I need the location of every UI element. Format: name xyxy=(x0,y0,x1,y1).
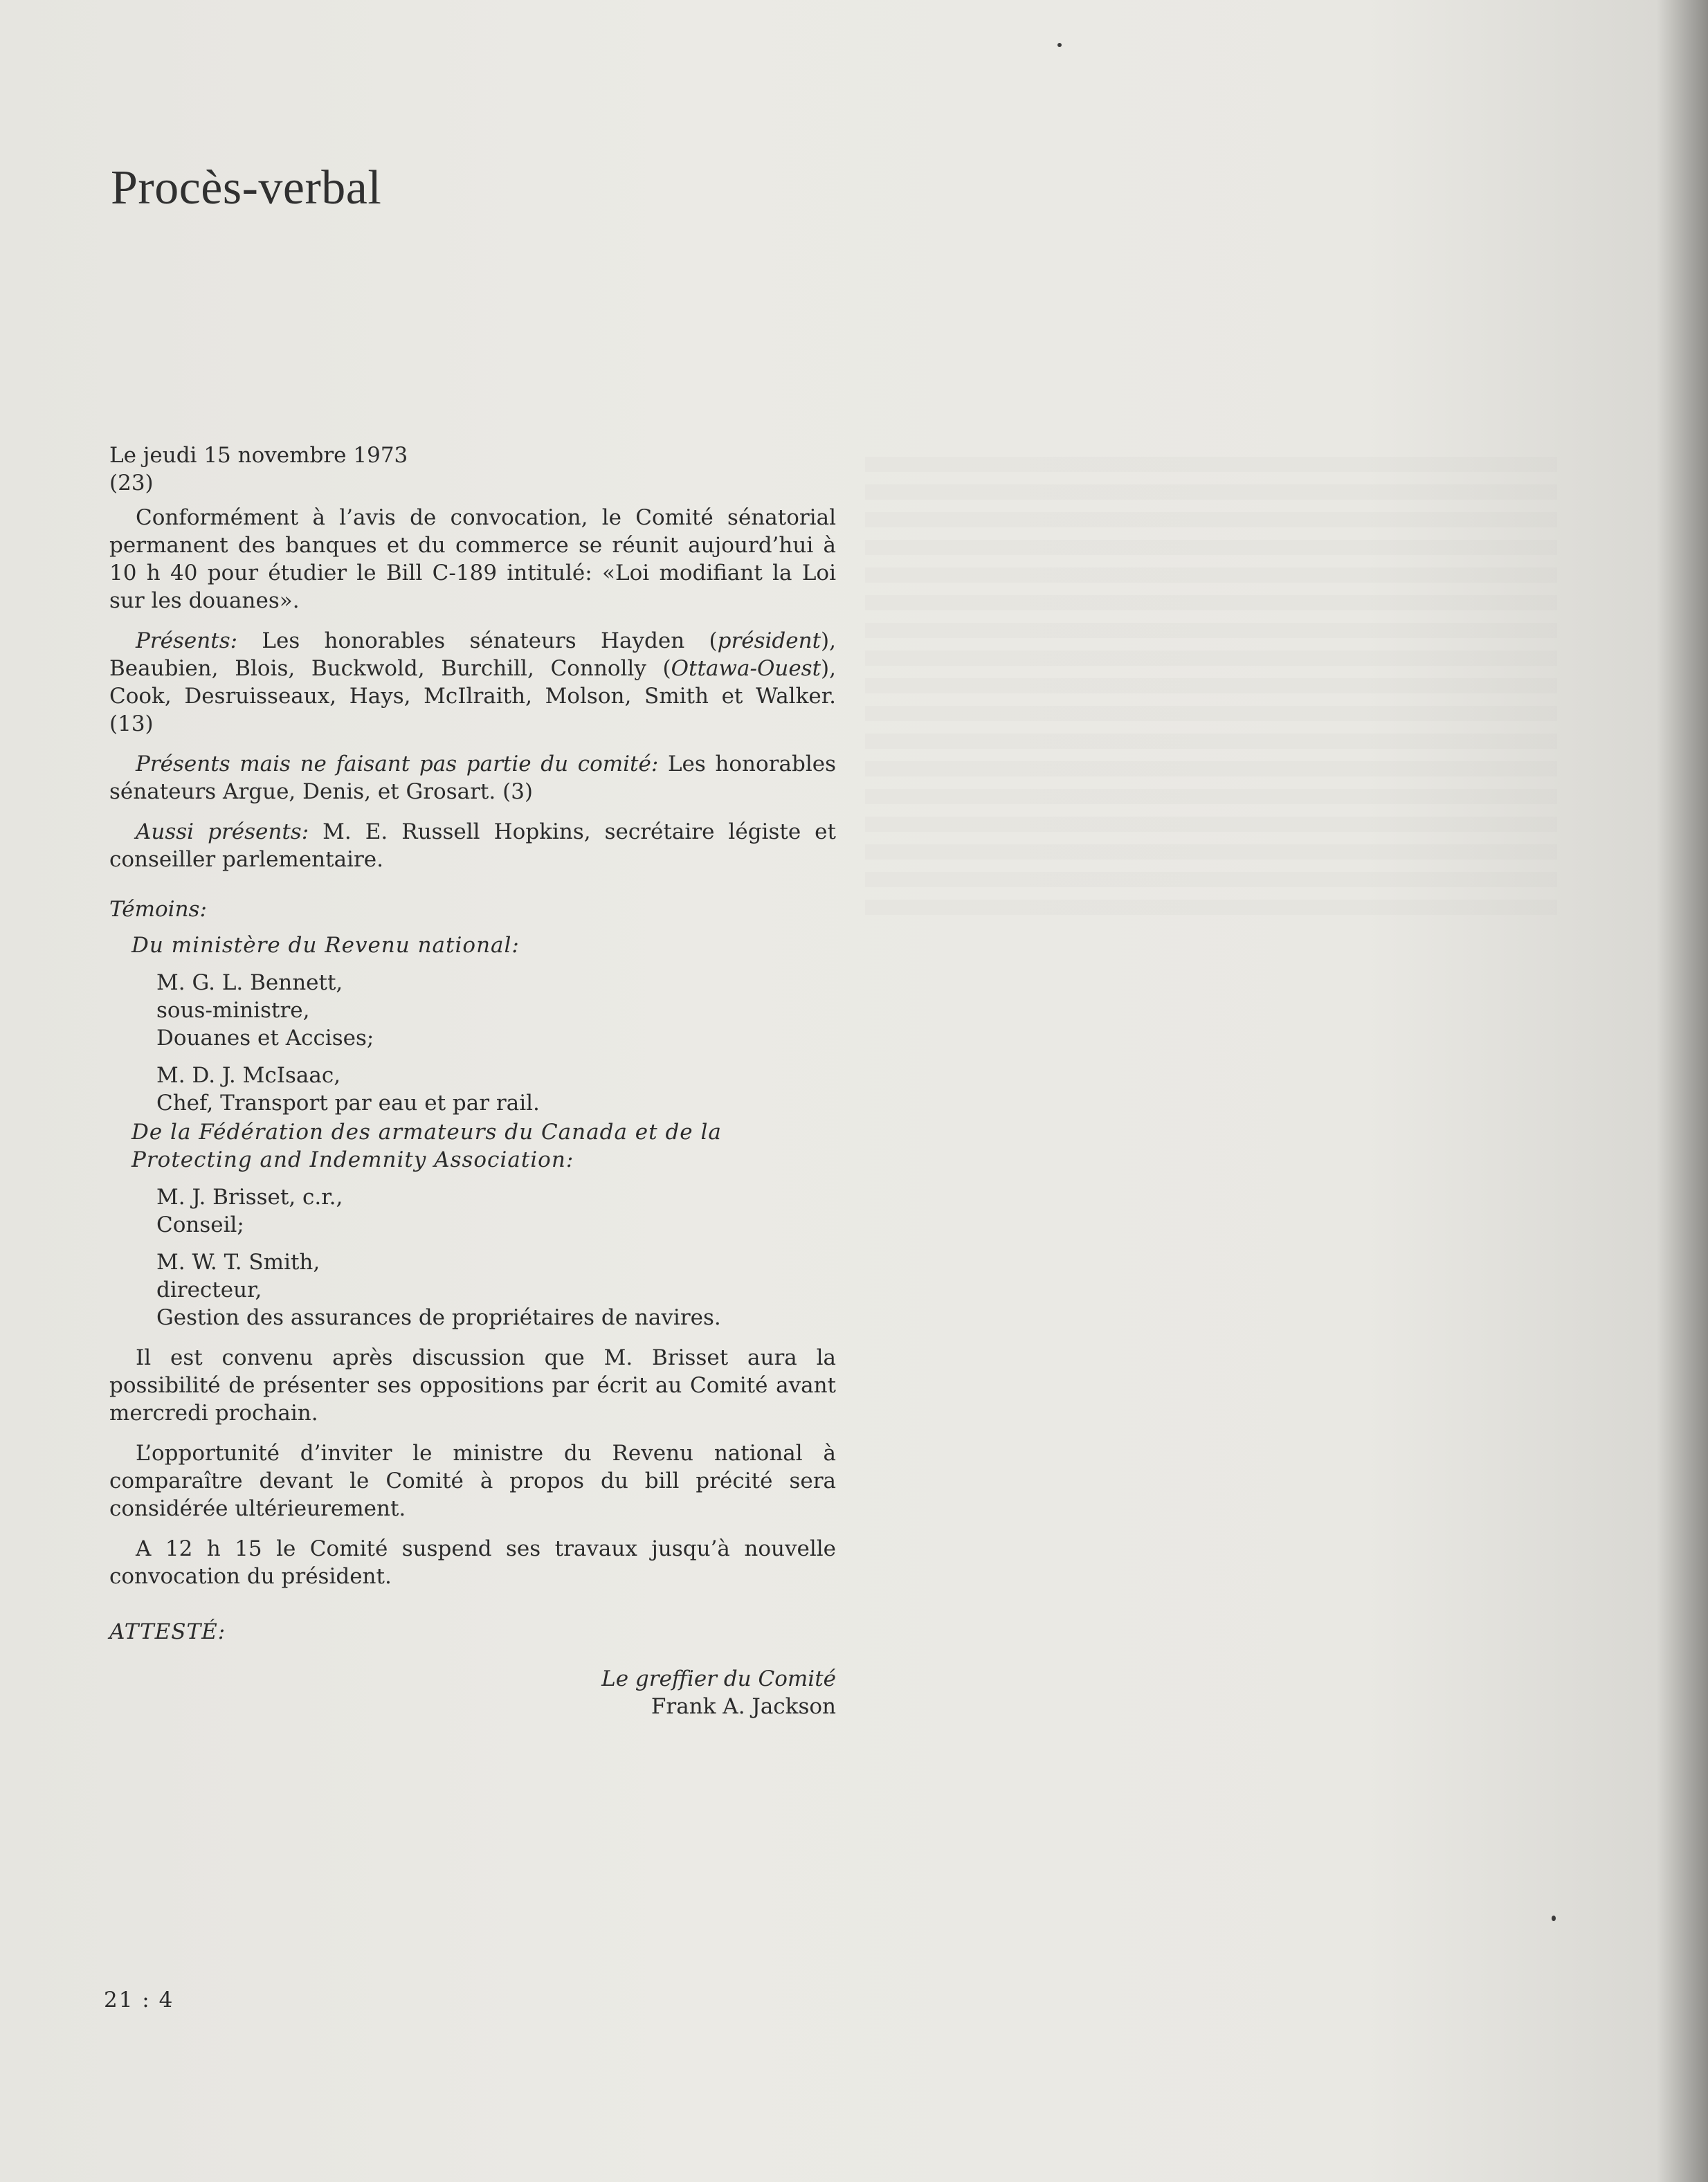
witness-line: M. J. Brisset, c.r., xyxy=(156,1185,343,1210)
brisset-paragraph: Il est convenu après discussion que M. Brisset aura la possibilité de présenter ses oppositions par écrit au Comité avant mercredi prochain. xyxy=(109,1345,836,1426)
presents-non-members-paragraph xyxy=(109,750,836,806)
ink-speck xyxy=(1552,1916,1556,1921)
show-through-lines xyxy=(865,457,1557,927)
page-number: 21 : 4 xyxy=(104,1988,174,2012)
witness-org-revenue: Du ministère du Revenu national: xyxy=(131,933,520,958)
witness-mcisaac xyxy=(156,1062,836,1117)
witnesses-heading: Témoins: xyxy=(109,897,207,922)
president-label: président xyxy=(717,628,821,653)
attest-label: ATTESTÉ: xyxy=(109,1619,226,1644)
adjournment-paragraph: A 12 h 15 le Comité suspend ses travaux jusqu’à nouvelle convocation du président. xyxy=(109,1536,836,1589)
witness-line: Gestion des assurances de propriétaires de navires. xyxy=(156,1305,721,1330)
presents-label: Présents: xyxy=(136,628,238,653)
also-present-text: M. E. Russell Hopkins, secrétaire légiste et conseiller parlementaire. xyxy=(109,819,836,872)
witness-line: directeur, xyxy=(156,1278,262,1302)
minutes-body xyxy=(109,442,836,1720)
presents-non-members-label: Présents mais ne faisant pas partie du comité: xyxy=(136,752,659,776)
convocation-paragraph: Conformément à l’avis de convocation, le Comité sénatorial permanent des banques et du commerce se réunit aujourd’hui à 10 h 40 pour étudier le Bill C-189 intitulé: «Loi modifiant la Loi sur les douanes». xyxy=(109,505,836,613)
witness-line: sous-ministre, xyxy=(156,998,310,1023)
ottawa-ouest-label: Ottawa-Ouest xyxy=(671,656,821,681)
session-number: (23) xyxy=(109,471,154,496)
witness-line: Douanes et Accises; xyxy=(156,1026,374,1051)
witness-line: M. G. L. Bennett, xyxy=(156,970,343,995)
minister-paragraph: L’opportunité d’inviter le ministre du Revenu national à comparaître devant le Comité à propos du bill précité sera considérée ultérieurement. xyxy=(109,1441,836,1521)
presents-paragraph xyxy=(109,627,836,738)
presents-non-members-text: Les honorables sénateurs Argue, Denis, et Grosart. (3) xyxy=(109,752,836,804)
witness-line: M. W. T. Smith, xyxy=(156,1250,320,1275)
clerk-name: Frank A. Jackson xyxy=(651,1694,836,1719)
witness-brisset xyxy=(156,1183,836,1239)
page-title: Procès-verbal xyxy=(111,161,382,215)
also-present-paragraph xyxy=(109,818,836,873)
clerk-signature-block xyxy=(109,1665,836,1720)
ink-speck xyxy=(1057,43,1062,47)
witness-line: Chef, Transport par eau et par rail. xyxy=(156,1091,540,1116)
witness-org-armateurs: De la Fédération des armateurs du Canada et de la Protecting and Indemnity Association: xyxy=(131,1120,722,1172)
presents-text-before: Les honorables sénateurs Hayden ( xyxy=(237,628,718,653)
witness-line: Conseil; xyxy=(156,1212,244,1237)
clerk-role: Le greffier du Comité xyxy=(601,1666,836,1691)
meeting-date-block xyxy=(109,442,836,497)
witness-smith xyxy=(156,1248,836,1331)
presents-text-mid: ), Beaubien, Blois, Buckwold, Burchill, Connolly ( xyxy=(109,628,836,681)
also-present-label: Aussi présents: xyxy=(136,819,309,844)
witness-line: M. D. J. McIsaac, xyxy=(156,1063,341,1088)
meeting-date: Le jeudi 15 novembre 1973 xyxy=(109,443,408,468)
witness-bennett xyxy=(156,969,836,1052)
presents-text-after: ), Cook, Desruisseaux, Hays, McIlraith, Molson, Smith et Walker. (13) xyxy=(109,656,836,736)
